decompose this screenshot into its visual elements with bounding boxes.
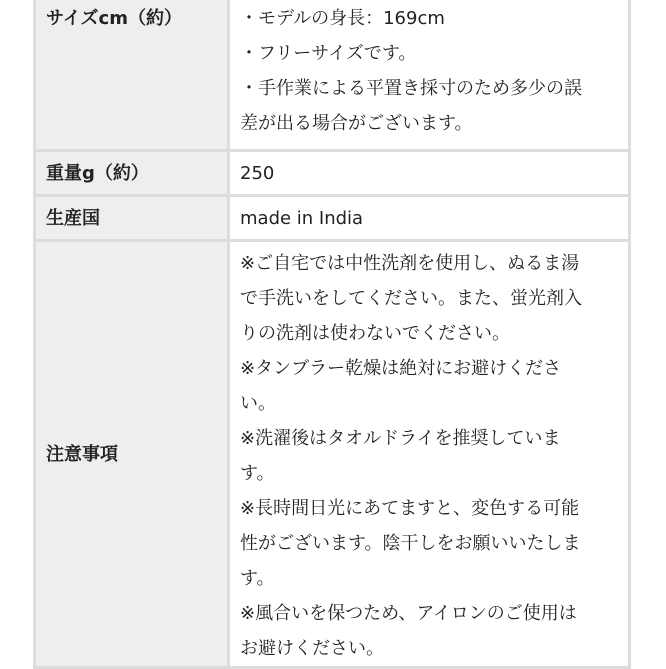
spec-row-origin xyxy=(35,196,630,241)
care-line: で手洗いをしてください。また、蛍光剤入 xyxy=(240,288,582,309)
care-line: ※洗濯後はタオルドライを推奨していま xyxy=(240,428,561,449)
size-line: 差が出る場合がございます。 xyxy=(240,113,473,134)
care-line: ※風合いを保つため、アイロンのご使用は xyxy=(240,603,577,624)
origin-value: made in India xyxy=(229,196,630,241)
care-label: 注意事項 xyxy=(35,241,229,668)
size-line: ・モデルの身長：169cm xyxy=(240,8,445,29)
care-line: す。 xyxy=(240,568,275,589)
care-line: 性がございます。陰干しをお願いいたしま xyxy=(240,533,581,554)
care-line: い。 xyxy=(240,393,276,414)
size-label: サイズcm（約） xyxy=(35,0,229,151)
size-value xyxy=(229,0,630,151)
care-line: ※長時間日光にあてますと、変色する可能 xyxy=(240,498,580,519)
care-line: りの洗剤は使わないでください。 xyxy=(240,323,510,344)
weight-value: 250 xyxy=(229,151,630,196)
product-spec-table xyxy=(33,0,631,669)
care-line: ※タンブラー乾燥は絶対にお避けくださ xyxy=(240,358,562,379)
weight-label: 重量g（約） xyxy=(35,151,229,196)
care-line: お避けください。 xyxy=(240,638,384,659)
care-line: ※ご自宅では中性洗剤を使用し、ぬるま湯 xyxy=(240,253,580,274)
care-line: す。 xyxy=(240,463,275,484)
spec-row-size xyxy=(35,0,630,151)
spec-row-care xyxy=(35,241,630,668)
size-line: ・手作業による平置き採寸のため多少の誤 xyxy=(240,78,582,99)
origin-label: 生産国 xyxy=(35,196,229,241)
size-line: ・フリーサイズです。 xyxy=(240,43,417,64)
care-value xyxy=(229,241,630,668)
spec-row-weight xyxy=(35,151,630,196)
